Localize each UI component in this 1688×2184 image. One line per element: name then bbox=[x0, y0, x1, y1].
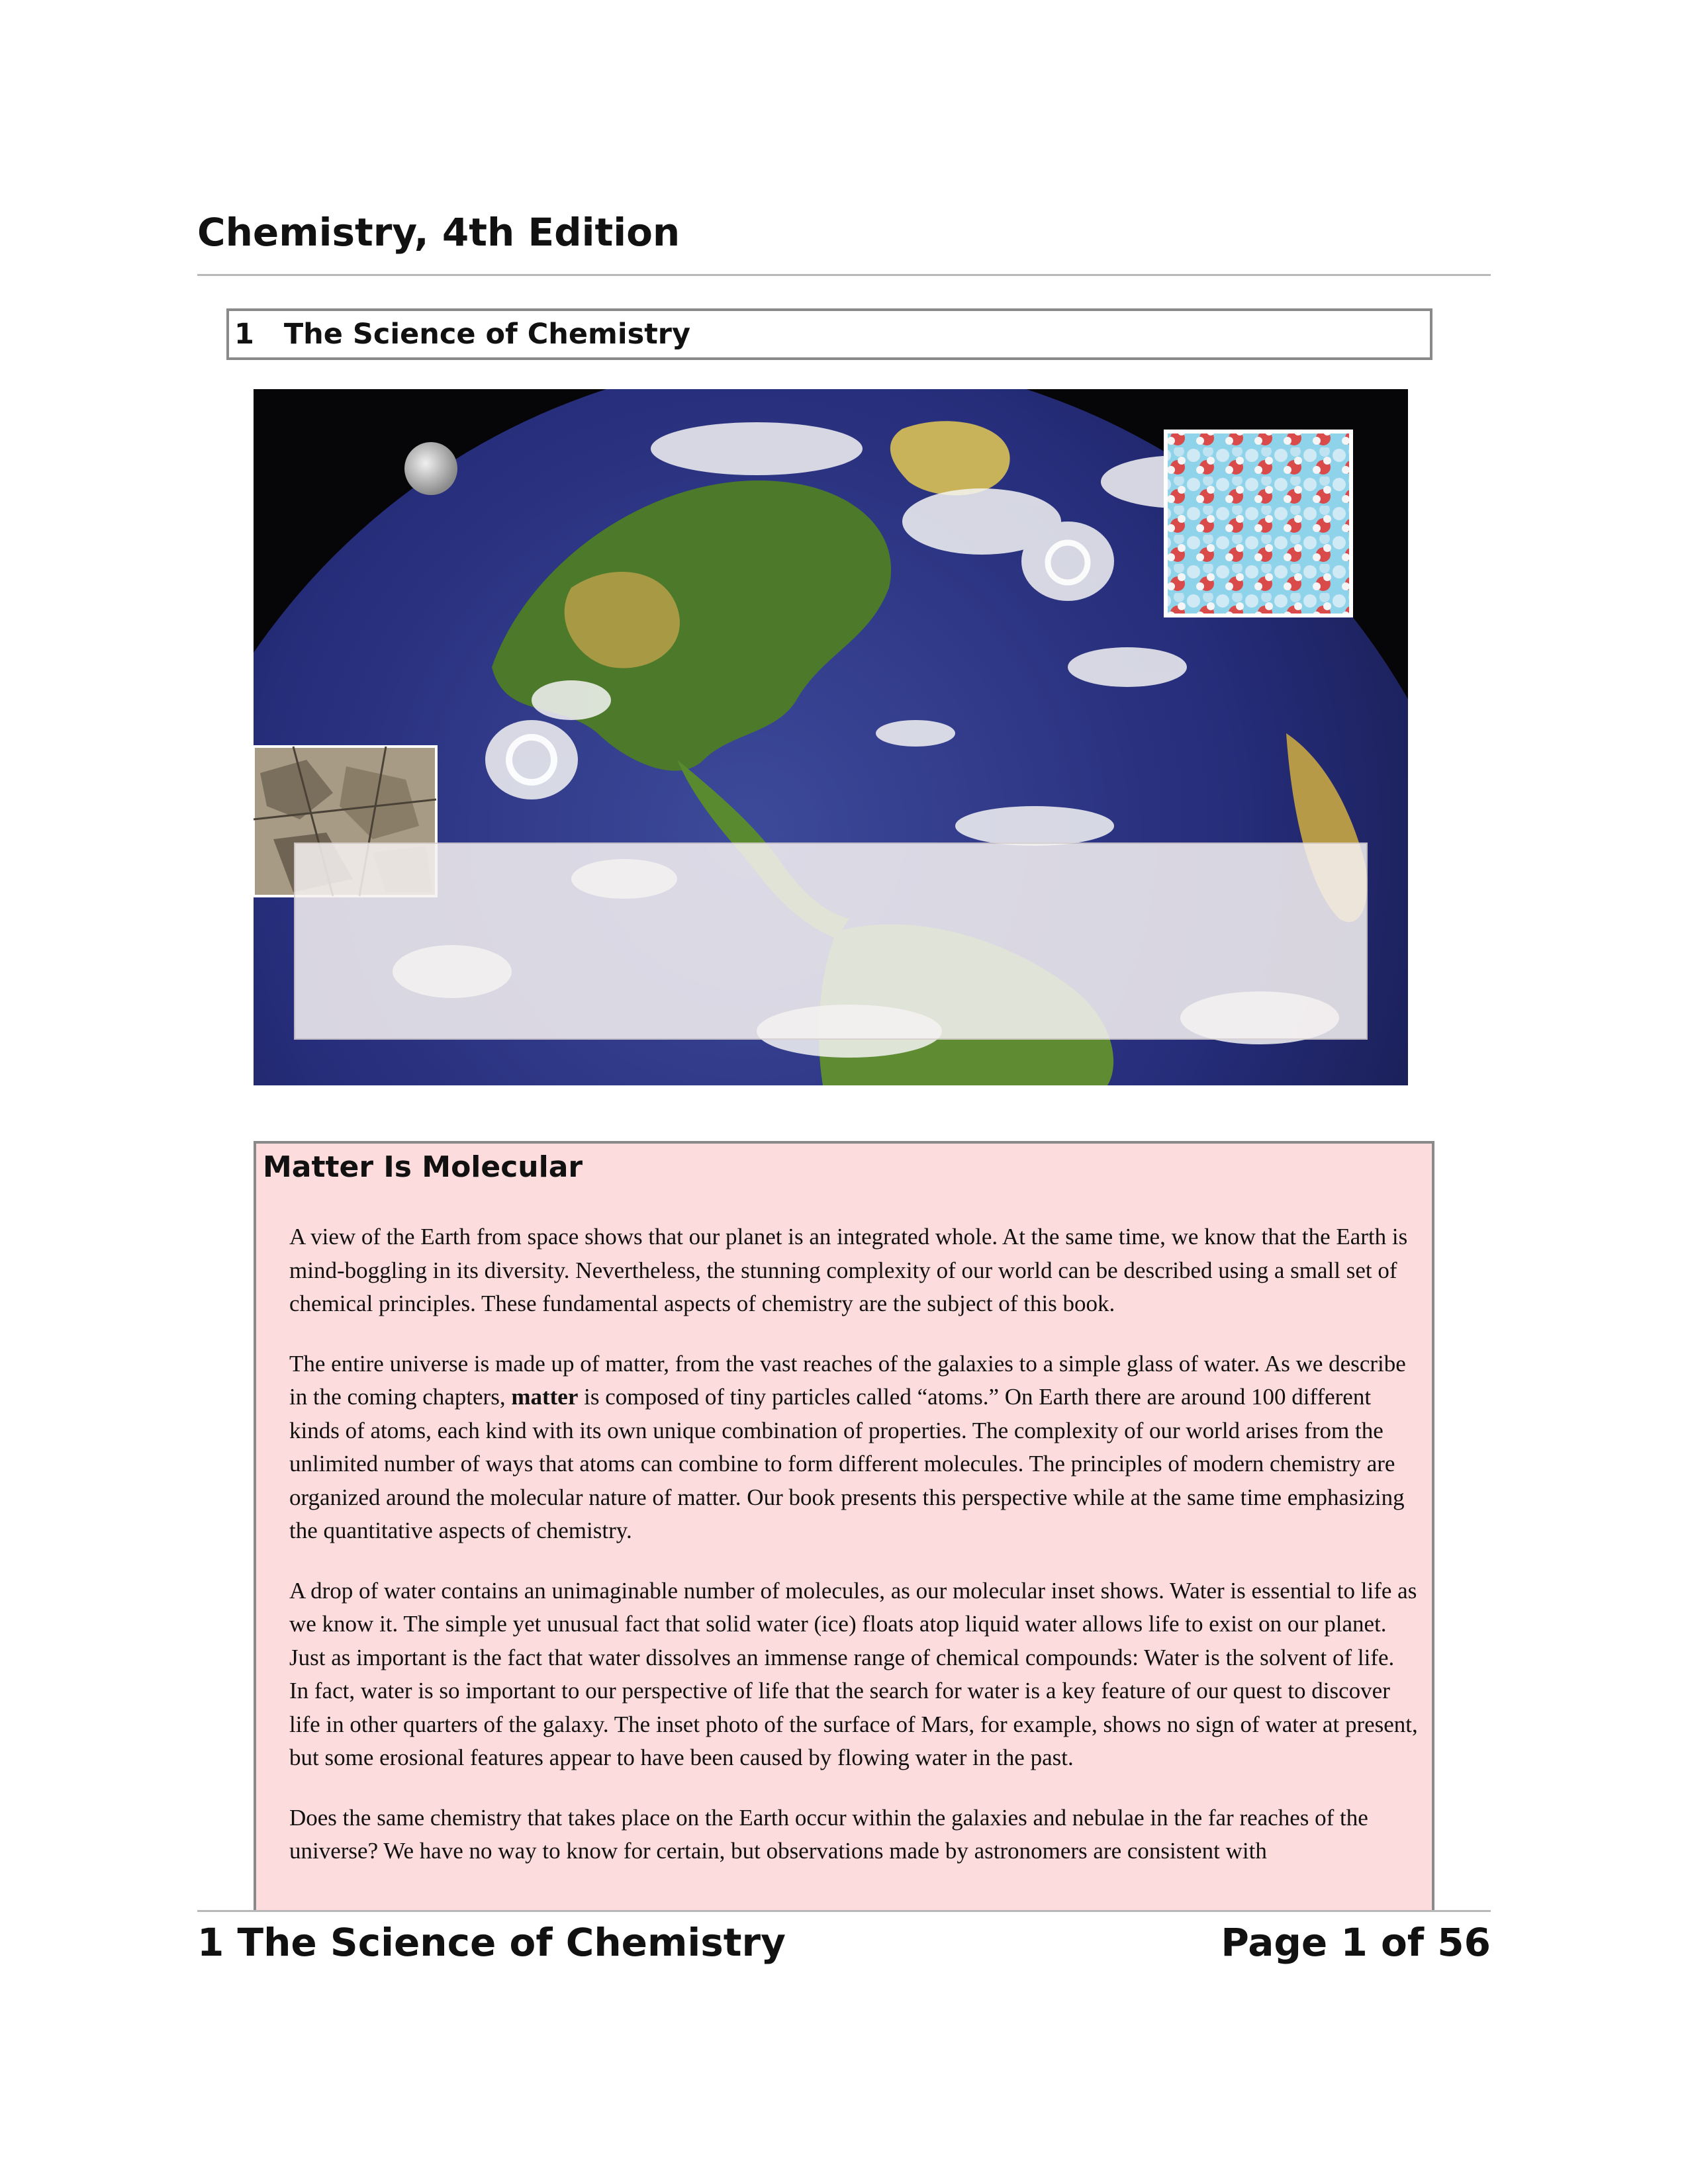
header-divider bbox=[197, 274, 1491, 276]
footer-divider bbox=[197, 1910, 1491, 1912]
water-molecules-inset bbox=[1166, 432, 1351, 615]
section-title: Matter Is Molecular bbox=[263, 1150, 583, 1184]
paragraph-text: The entire universe is made up of matter, from the vast reaches of the galaxies to a simple glass of water. As we describe in the coming chapters, bbox=[289, 1350, 1406, 1410]
page-number: Page 1 of 56 bbox=[1221, 1920, 1491, 1965]
moon-icon bbox=[404, 442, 457, 495]
earth-from-space-image bbox=[254, 389, 1408, 1085]
paragraph bbox=[289, 1347, 1418, 1548]
title-banner-overlay bbox=[295, 843, 1367, 1039]
chapter-heading: 1 The Science of Chemistry bbox=[234, 318, 690, 351]
paragraph: A view of the Earth from space shows that our planet is an integrated whole. At the same time, we know that the Earth is mind-boggling in its diversity. Nevertheless, the stunning complexity of our world can be described using a small set of chemical principles. These fundamental aspects of chemistry are the subject of this book. bbox=[289, 1224, 1408, 1316]
section-body bbox=[289, 1220, 1418, 1895]
section-box bbox=[254, 1141, 1434, 1910]
paragraph: A drop of water contains an unimaginable number of molecules, as our molecular inset shows. Water is essential to life as we know it. The simple yet unusual fact that solid water (ice) floats atop liquid water allows life to exist on our planet. Just as important is the fact that water dissolves an immense range of chemical compounds: Water is the solvent of life. In fact, water is so important to our perspective of life that the search for water is a key feature of our quest to discover life in other quarters of the galaxy. The inset photo of the surface of Mars, for example, shows no sign of water at present, but some erosional features appear to have been caused by flowing water in the past. bbox=[289, 1577, 1418, 1770]
key-term-matter: matter bbox=[511, 1384, 579, 1410]
paragraph-text: is composed of tiny particles called “atoms.” On Earth there are around 100 different kinds of atoms, each kind with its own unique combination of properties. The complexity of our world arises from the unlimited number of ways that atoms can combine to form different molecules. The principles of modern chemistry are organized around the molecular nature of matter. Our book presents this perspective while at the same time emphasizing the quantitative aspects of chemistry. bbox=[289, 1384, 1405, 1543]
paragraph: Does the same chemistry that takes place on the Earth occur within the galaxies and nebulae in the far reaches of the universe? We have no way to know for certain, but observations made by astronomers are consistent with bbox=[289, 1804, 1368, 1864]
book-title: Chemistry, 4th Edition bbox=[197, 210, 680, 255]
footer-chapter-label: 1 The Science of Chemistry bbox=[197, 1920, 786, 1965]
chapter-heading-box bbox=[226, 308, 1432, 360]
